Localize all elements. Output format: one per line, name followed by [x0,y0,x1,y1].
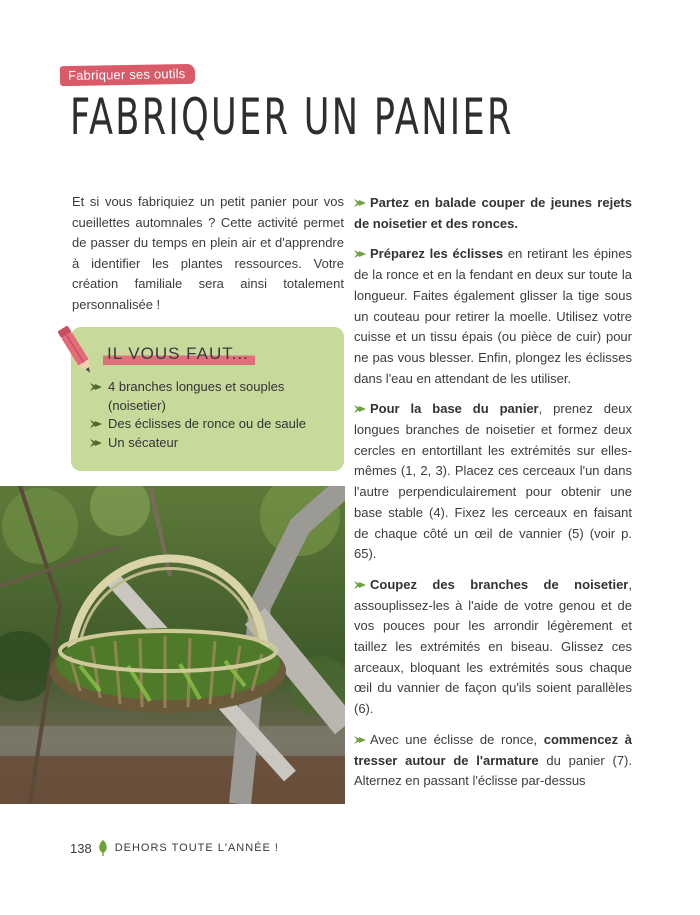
step-bold: Pour la base du panier [370,401,539,417]
page-footer [70,840,279,856]
intro-paragraph: Et si vous fabriquiez un petit panier pour vos cueillettes automnales ? Cette activité permet de passer du temps en plein air et d'apprendre à identifier les plantes ressources. Votre création familiale sera ainsi totalement personnalisée ! [72,194,344,312]
step-bold: commencez à tresser autour de l'armature [354,731,632,768]
step-bold: Coupez des branches de noisetier [370,576,629,592]
step-text: , prenez deux longues branches de noisetier et formez deux cercles en entortillant les extrémités sur elles-mêmes (1, 2, 3). Placez ces cerceaux l'un dans l'autre perpendiculairement pour obtenir une base stable (4). Fixez les cerceaux en faisant de chaque côté un œil de vannier (5) (voir p. 65). [354,401,632,562]
basket-photo [0,486,345,804]
step-paragraph [354,193,632,234]
tree-icon [97,840,109,856]
step-paragraph [354,399,632,565]
step-paragraph [354,730,632,792]
list-item [90,415,330,434]
step-paragraph [354,244,632,389]
book-title: DEHORS TOUTE L'ANNÉE ! [114,842,279,854]
section-tag: Fabriquer ses outils [60,64,196,86]
arrow-bullet-icon [90,438,103,448]
supply-text: Des éclisses de ronce ou de saule [108,416,307,432]
arrow-bullet-icon [354,404,367,414]
arrow-bullet-icon [354,198,367,208]
supplies-list [90,378,330,452]
step-bold: Partez en balade couper de jeunes rejets de noisetier et des ronces. [354,195,632,231]
pencil-icon [52,322,102,378]
arrow-bullet-icon [90,382,103,392]
step-lead: Avec une éclisse de ronce, [370,731,544,747]
step-paragraph [354,575,632,720]
supply-text: Un sécateur [108,434,179,450]
page-number: 138 [70,840,92,856]
step-text: en retirant les épines de la ronce et en la fendant en deux sur toute la longueur. Faites également glisser la tige sous un couteau pour retirer la moelle. Utilisez votre cuisse et un tissu épais (ou pièce de cuir) pour ne pas vous blesser. Enfin, plongez les éclisses dans l'eau en attendant de les utiliser. [354,246,633,386]
steps-column [354,193,632,802]
page-title: FABRIQUER UN PANIER [70,88,514,146]
supplies-title: IL VOUS FAUT... [103,344,255,365]
step-text: , assouplissez-les à l'aide de votre genou et de vos pouces pour les arrondir légèrement et taillez les extrémités en biseau. Glissez ces arceaux, bloquant les extrémités sous chaque œil du vannier de façon qu'ils soient parallèles (6). [354,576,632,717]
arrow-bullet-icon [354,735,367,745]
step-bold: Préparez les éclisses [370,246,504,262]
arrow-bullet-icon [90,419,103,429]
arrow-bullet-icon [354,580,367,590]
supply-text: 4 branches longues et souples (noisetier) [108,379,285,413]
arrow-bullet-icon [354,249,367,259]
list-item [90,434,330,453]
step-text: du panier (7). Alternez en passant l'éclisse par-dessus [354,752,632,789]
list-item [90,378,330,415]
